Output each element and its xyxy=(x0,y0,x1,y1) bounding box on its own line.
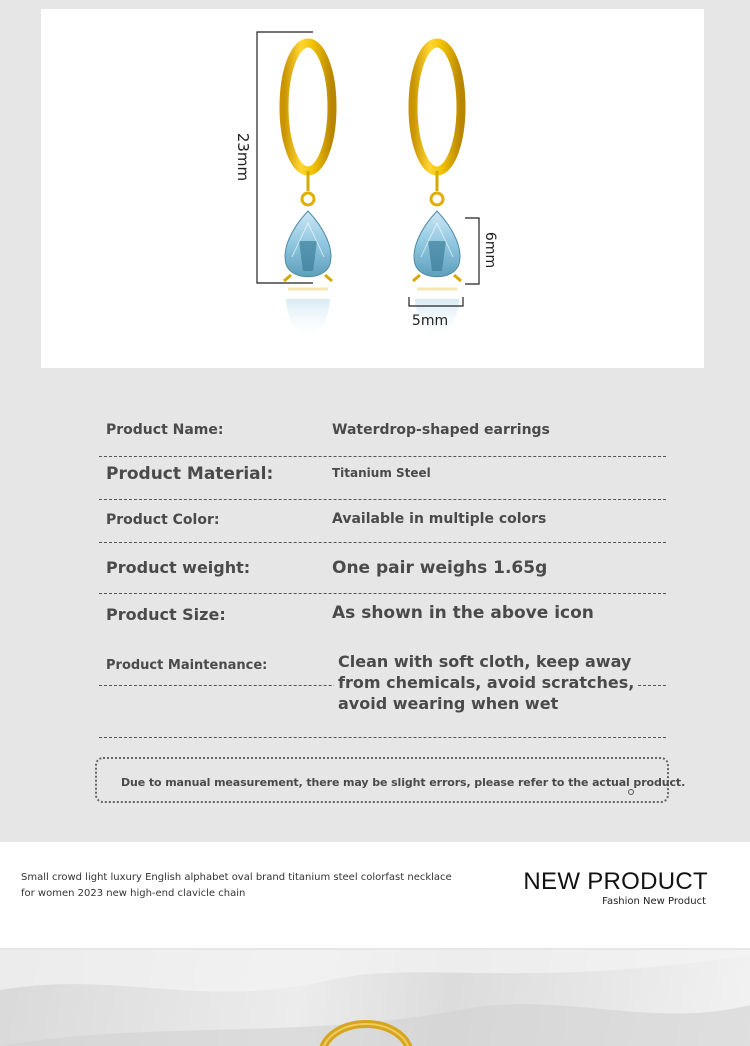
spec-value: Titanium Steel xyxy=(332,466,431,480)
spec-value: Waterdrop-shaped earrings xyxy=(332,422,550,438)
height-dimension-label: 23mm xyxy=(234,132,252,182)
spec-value: Available in multiple colors xyxy=(332,511,547,527)
spec-label: Product Color: xyxy=(106,512,220,528)
spec-value-maintenance xyxy=(334,651,638,714)
spec-label: Product Maintenance: xyxy=(106,658,268,673)
spec-row-color xyxy=(99,499,666,543)
spec-row-name xyxy=(99,408,666,457)
dot-icon xyxy=(628,789,634,795)
drop-height-dimension xyxy=(465,218,479,284)
promo-description[interactable]: Small crowd light luxury English alphabet oval brand titanium steel colorfast necklace for women 2023 new high-end clavicle chain xyxy=(21,872,452,899)
spec-value: As shown in the above icon xyxy=(332,603,594,623)
spec-row-weight xyxy=(99,542,666,594)
spec-row-material xyxy=(99,456,666,500)
spec-label: Product weight: xyxy=(106,558,251,577)
promo-title: NEW PRODUCT xyxy=(523,868,708,895)
product-photo xyxy=(0,950,750,1046)
maintenance-line: Clean with soft cloth, keep away xyxy=(338,652,632,671)
measurement-note xyxy=(95,757,686,803)
maintenance-line: from chemicals, avoid scratches, xyxy=(338,673,635,692)
spec-value: One pair weighs 1.65g xyxy=(332,558,548,578)
drop-width-dimension-label: 5mm xyxy=(411,313,449,329)
drop-height-dimension-label: 6mm xyxy=(482,231,498,269)
measurement-note-text: Due to manual measurement, there may be slight errors, please refer to the actual product. xyxy=(121,776,686,789)
earrings-illustration xyxy=(41,9,704,368)
spec-label: Product Size: xyxy=(106,605,226,624)
product-image-panel xyxy=(41,9,704,368)
maintenance-line: avoid wearing when wet xyxy=(338,694,559,713)
left-earring xyxy=(284,43,332,344)
gold-hoop-photo xyxy=(0,950,750,1046)
right-earring xyxy=(413,43,461,344)
spec-label: Product Name: xyxy=(106,422,224,438)
spec-label: Product Material: xyxy=(106,464,274,484)
promo-banner[interactable] xyxy=(0,842,750,948)
promo-subtitle: Fashion New Product xyxy=(602,896,706,907)
